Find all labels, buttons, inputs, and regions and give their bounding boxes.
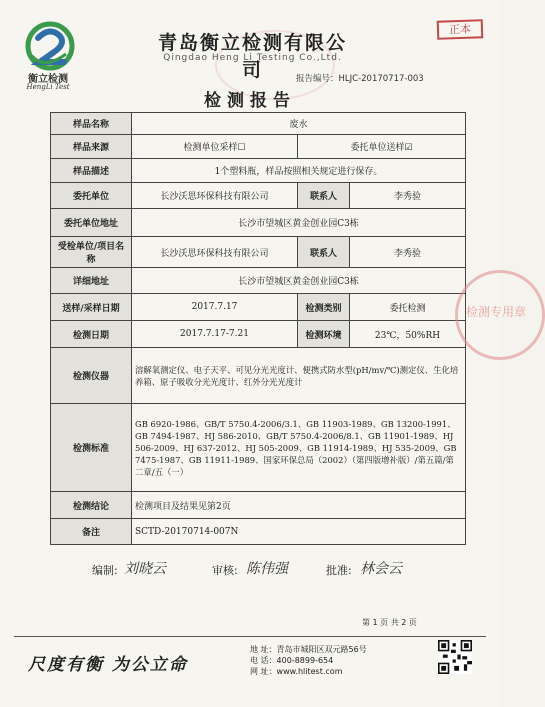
- address-line: 地 址：青岛市城阳区双元路56号: [250, 645, 367, 654]
- test-date-value: 2017.7.17-7.21: [132, 321, 298, 348]
- client-value: 长沙沃思环保科技有限公司: [132, 183, 298, 209]
- original-copy-stamp: 正本: [437, 19, 484, 40]
- seal-text: 检测专用章: [466, 305, 527, 319]
- project-unit-value: 长沙沃思环保科技有限公司: [132, 237, 298, 268]
- sample-source-label: 样品来源: [51, 135, 132, 159]
- test-date-label: 检测日期: [51, 321, 132, 348]
- report-number: 报告编号：HLJC-20170717-003: [296, 74, 424, 84]
- instruments-value: 溶解氧测定仪、电子天平、可见分光光度计、便携式防水型(pH/mv/℃)测定仪、生化培养箱、原子吸收分光光度计、红外分光光度计: [132, 348, 466, 404]
- compiler-label: 编制:: [92, 564, 118, 577]
- qr-code-icon: [438, 640, 472, 674]
- reviewer-label: 审核:: [212, 564, 238, 577]
- row-instruments: [51, 348, 466, 404]
- logo-name-cn: 衡立检测: [28, 74, 68, 85]
- test-env-value: 23℃，50%RH: [350, 321, 466, 348]
- row-client: [51, 183, 466, 209]
- logo-name-en: HengLi Test: [26, 83, 70, 91]
- standards-label: 检测标准: [51, 404, 132, 492]
- conclusion-label: 检测结论: [51, 492, 132, 519]
- conclusion-value: 检测项目及结果见第2页: [132, 492, 466, 519]
- detail-address-label: 详细地址: [51, 268, 132, 294]
- approver-signature: 林会云: [360, 561, 402, 577]
- contact-info: [250, 644, 367, 677]
- row-sample-desc: [51, 159, 466, 183]
- test-type-value: 委托检测: [350, 294, 466, 321]
- sample-desc-label: 样品描述: [51, 159, 132, 183]
- sample-source-option-1: 检测单位采样☐: [132, 135, 298, 159]
- footer-divider: [14, 636, 486, 637]
- approver-label: 批准:: [326, 564, 352, 577]
- row-standards: [51, 404, 466, 492]
- client-address-value: 长沙市望城区黄金创业园C3栋: [132, 209, 466, 237]
- sample-name-label: 样品名称: [51, 113, 132, 135]
- row-sample-name: [51, 113, 466, 135]
- standards-value: GB 6920-1986、GB/T 5750.4-2006/3.1、GB 11903-1989、GB 13200-1991、GB 7494-1987、HJ 586-2010、GB/T 5750.4-2006/8.1、GB 11901-1989、HJ 506-2009、HJ 637-2012、HJ 505-2009、GB 11914-1989、HJ 535-2009、GB 7475-1987、GB 11911-1989、国家环保总局（2002）（第四版增补版）/第五篇/第二章/五（一）: [132, 404, 466, 492]
- sample-source-option-2: 委托单位送样☑: [298, 135, 466, 159]
- row-client-address: [51, 209, 466, 237]
- phone-line: 电 话：400-8899-654: [250, 656, 334, 665]
- row-remarks: [51, 519, 466, 545]
- client-contact-label: 联系人: [298, 183, 350, 209]
- sampling-date-value: 2017.7.17: [132, 294, 298, 321]
- row-conclusion: [51, 492, 466, 519]
- sample-name-value: 废水: [132, 113, 466, 135]
- row-test-date: [51, 321, 466, 348]
- row-sampling-date: [51, 294, 466, 321]
- project-contact-label: 联系人: [298, 237, 350, 268]
- row-sample-source: [51, 135, 466, 159]
- company-name-en: Qingdao Heng Li Testing Co.,Ltd.: [163, 53, 342, 63]
- client-label: 委托单位: [51, 183, 132, 209]
- report-table: [50, 112, 466, 545]
- website-line: 网 址：www.hlitest.com: [250, 667, 343, 676]
- client-contact-value: 李秀验: [350, 183, 466, 209]
- instruments-label: 检测仪器: [51, 348, 132, 404]
- reviewer-signature: 陈伟强: [246, 561, 288, 577]
- inspection-seal-stamp: [455, 270, 545, 360]
- project-contact-value: 李秀验: [350, 237, 466, 268]
- remarks-label: 备注: [51, 519, 132, 545]
- detail-address-value: 长沙市望城区黄金创业园C3栋: [132, 268, 466, 294]
- page-number: 第 1 页 共 2 页: [362, 618, 417, 627]
- report-title: 检测报告: [204, 91, 296, 111]
- sample-desc-value: 1个塑料瓶，样品按照相关规定进行保存。: [132, 159, 466, 183]
- row-project-unit: [51, 237, 466, 268]
- project-unit-label: 受检单位/项目名称: [51, 237, 132, 268]
- company-motto: 尺度有衡 为公立命: [28, 655, 188, 675]
- compiler-signature: 刘晓云: [124, 561, 166, 577]
- test-type-label: 检测类别: [298, 294, 350, 321]
- sampling-date-label: 送样/采样日期: [51, 294, 132, 321]
- company-name-cn: 青岛衡立检测有限公司: [157, 32, 347, 81]
- client-address-label: 委托单位地址: [51, 209, 132, 237]
- remarks-value: SCTD-20170714-007N: [132, 519, 466, 545]
- row-detail-address: [51, 268, 466, 294]
- test-env-label: 检测环境: [298, 321, 350, 348]
